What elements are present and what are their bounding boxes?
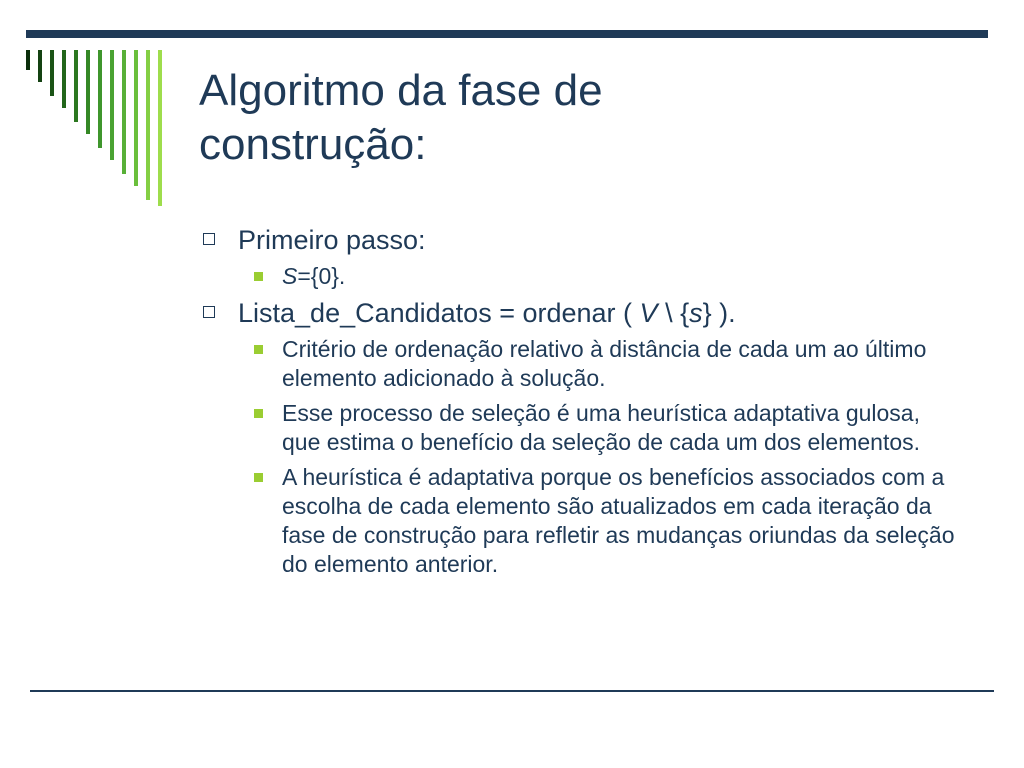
set-v-variable: V bbox=[639, 298, 658, 328]
bullet-primeiro-passo bbox=[199, 224, 959, 256]
stripe-5 bbox=[74, 50, 78, 122]
lista-text-part-3: } ). bbox=[702, 298, 736, 328]
stripe-10 bbox=[134, 50, 138, 186]
decorative-stripes bbox=[26, 50, 166, 210]
stripe-1 bbox=[26, 50, 30, 70]
bullet-lista-candidatos bbox=[199, 297, 959, 329]
lista-text-part-1: Lista_de_Candidatos = ordenar ( bbox=[238, 298, 633, 328]
bullet-text: Primeiro passo: bbox=[238, 225, 426, 255]
top-decorative-bar bbox=[26, 30, 988, 38]
stripe-7 bbox=[98, 50, 102, 148]
title-line-1: Algoritmo da fase de bbox=[199, 66, 603, 115]
bullet-text: Esse processo de seleção é uma heurística adaptativa gulosa, que estima o benefício da seleção de cada um dos elementos. bbox=[282, 400, 921, 455]
slide-title bbox=[199, 64, 959, 172]
stripe-2 bbox=[38, 50, 42, 82]
title-line-2: construção: bbox=[199, 120, 427, 169]
stripe-3 bbox=[50, 50, 54, 96]
bullet-text: Critério de ordenação relativo à distância de cada um ao último elemento adicionado à solução. bbox=[282, 336, 927, 391]
sub-bullet-processo bbox=[199, 399, 959, 457]
sub-bullet-heuristica bbox=[199, 463, 959, 579]
stripe-8 bbox=[110, 50, 114, 160]
green-square-bullet-icon bbox=[254, 473, 263, 482]
hollow-square-bullet-icon bbox=[203, 306, 215, 318]
stripe-4 bbox=[62, 50, 66, 108]
green-square-bullet-icon bbox=[254, 272, 263, 281]
bullet-text: A heurística é adaptativa porque os benefícios associados com a escolha de cada elemento são atualizados em cada iteração da fase de construção para refletir as mudanças oriundas da seleção do elemento anterior. bbox=[282, 464, 955, 577]
stripe-11 bbox=[146, 50, 150, 200]
set-s-value: ={0}. bbox=[297, 263, 346, 289]
stripe-6 bbox=[86, 50, 90, 134]
bottom-divider-line bbox=[30, 690, 994, 692]
stripe-9 bbox=[122, 50, 126, 174]
green-square-bullet-icon bbox=[254, 345, 263, 354]
green-square-bullet-icon bbox=[254, 409, 263, 418]
lista-text-part-2: \ { bbox=[657, 298, 690, 328]
sub-bullet-s-init bbox=[199, 262, 959, 291]
set-s-variable: S bbox=[282, 263, 298, 289]
stripe-12 bbox=[158, 50, 162, 206]
sub-bullet-criterio bbox=[199, 335, 959, 393]
slide-content bbox=[199, 224, 959, 585]
element-s-variable: s bbox=[689, 298, 703, 328]
hollow-square-bullet-icon bbox=[203, 233, 215, 245]
